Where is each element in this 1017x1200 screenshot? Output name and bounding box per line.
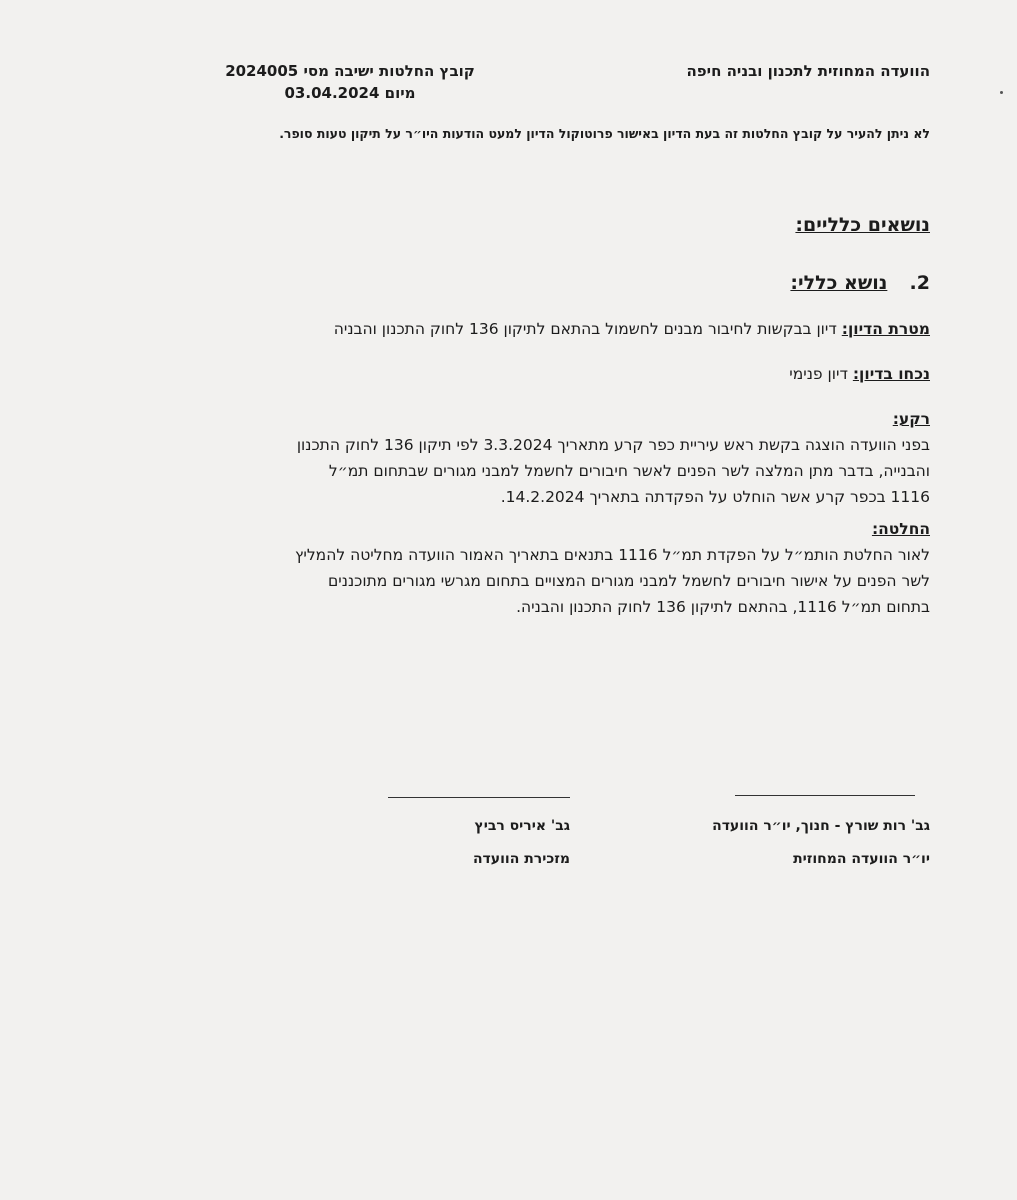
decisions-file-date: מיום 03.04.2024 <box>284 84 416 102</box>
secretary-role: מזכירת הוועדה <box>472 851 570 867</box>
item-number: 2. <box>909 272 930 294</box>
item-title: נושא כללי: <box>790 272 888 294</box>
item-heading <box>790 272 930 294</box>
purpose-label: מטרת הדיון: <box>841 320 930 338</box>
background-line-2: והבנייה, בדבר מתן המלצה לשר הפנים לאשר חיבורים לחשמל למבני מגורים שבתחום תמ״ל <box>328 462 930 480</box>
background-label: רקע: <box>892 410 930 428</box>
decisions-file-number: קובץ החלטות ישיבה מסי 2024005 <box>225 62 475 80</box>
decision-line-1: לאור החלטת הותמ״ל על הפקדת תמ״ל 1116 בתנאים בתאריך האמור הוועדה מחליטה להמליץ <box>295 546 930 564</box>
chair-role: יו״ר הוועדה המחוזית <box>793 851 930 867</box>
decision-line-3: בתחום תמ״ל 1116, בהתאם לתיקון 136 לחוק התכנון והבניה. <box>516 598 930 616</box>
chair-signature-line <box>735 795 915 796</box>
scan-mark <box>1000 91 1003 94</box>
background-block <box>297 406 930 510</box>
decision-line-2: לשר הפנים על אישור חיבורים לחשמל למבני מגורים המצויים בתחום מגרשי מגורים מתוכננים <box>328 572 930 590</box>
secretary-name: גב' איריס רביץ <box>474 818 570 834</box>
decisions-file-header <box>205 60 495 104</box>
background-line-3: 1116 בכפר קרע אשר הוחלט על הפקדתה בתאריך 14.2.2024. <box>500 488 930 506</box>
present-text: דיון פנימי <box>789 365 848 383</box>
purpose-line <box>334 320 930 338</box>
chair-name: גב' רות שורץ - חנוך, יו״ר הוועדה <box>712 818 930 834</box>
present-line <box>789 365 930 383</box>
decision-block <box>295 516 930 620</box>
background-line-1: בפני הוועדה הוצגה בקשת ראש עיריית כפר קרע מתאריך 3.3.2024 לפי תיקון 136 לחוק התכנון <box>296 436 930 454</box>
present-label: נכחו בדיון: <box>852 365 930 383</box>
secretary-signature-line <box>388 797 570 798</box>
committee-name: הוועדה המחוזית לתכנון ובניה חיפה <box>686 62 930 80</box>
decision-label: החלטה: <box>871 520 930 538</box>
purpose-text: דיון בבקשות לחיבור מבנים לחשמול בהתאם לתיקון 136 לחוק התכנון והבניה <box>333 320 837 338</box>
protocol-note: לא ניתן להעיר על קובץ החלטות זה בעת הדיון באישור פרוטוקול הדיון למעט הודעות היו״ר על תיקון טעות סופר. <box>279 126 930 141</box>
section-title: נושאים כלליים: <box>795 214 930 236</box>
